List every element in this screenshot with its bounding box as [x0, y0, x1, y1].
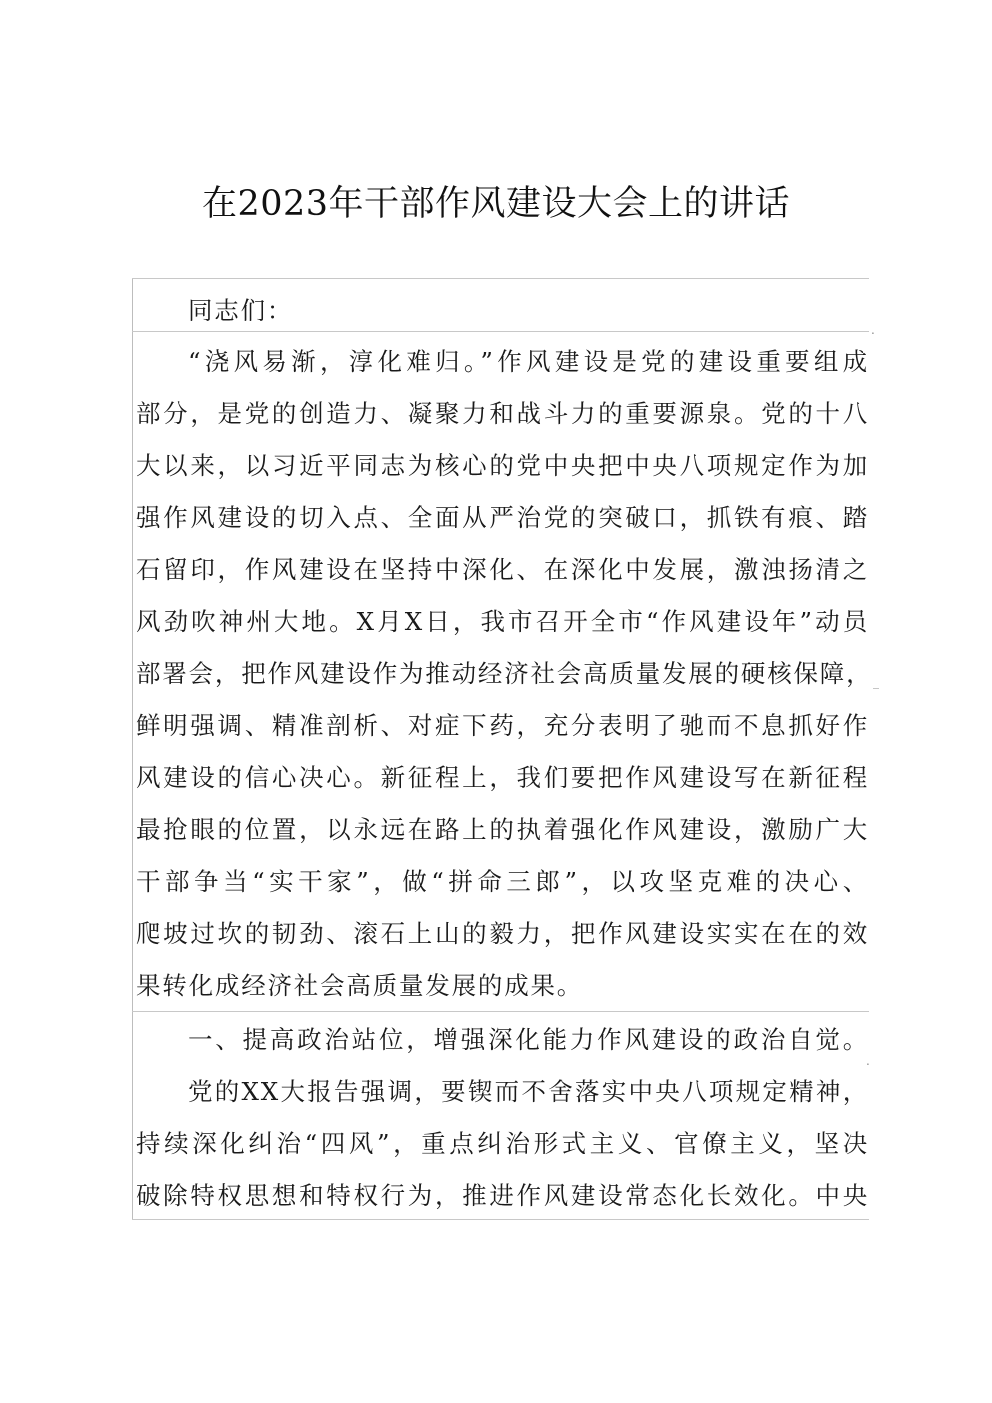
paragraph-1-line: 石留印，作风建设在坚持中深化、在深化中发展，激浊扬清之 — [136, 555, 869, 584]
paragraph-2-line: 破除特权思想和特权行为，推进作风建设常态化长效化。中央 — [136, 1181, 869, 1210]
paragraph-1-line: 风劲吹神州大地。X月X日，我市召开全市“作风建设年”动员 — [136, 607, 869, 636]
frame-rule-after-paragraph1 — [132, 1011, 869, 1012]
document-title: 在2023年干部作风建设大会上的讲话 — [201, 184, 791, 224]
paragraph-mark: . — [871, 323, 875, 337]
section-heading-1: 一、提高政治站位，增强深化能力作风建设的政治自觉。 — [188, 1025, 869, 1054]
salutation: 同志们： — [188, 296, 294, 325]
paragraph-1-line: 鲜明强调、精准剖析、对症下药，充分表明了驰而不息抓好作 — [136, 711, 869, 740]
paragraph-2-line: 持续深化纠治“四风”，重点纠治形式主义、官僚主义，坚决 — [136, 1129, 869, 1158]
paragraph-1-line: 部分，是党的创造力、凝聚力和战斗力的重要源泉。党的十八 — [136, 399, 869, 428]
paragraph-1-line: 大以来，以习近平同志为核心的党中央把中央八项规定作为加 — [136, 451, 869, 480]
frame-bottom-rule — [132, 1219, 869, 1220]
paragraph-1-line: 部署会，把作风建设作为推动经济社会高质量发展的硬核保障， — [136, 659, 873, 688]
paragraph-1-line: 干部争当“实干家”，做“拼命三郎”，以攻坚克难的决心、 — [136, 867, 869, 896]
frame-top-rule — [132, 278, 869, 279]
line-end-mark: _ — [873, 675, 879, 689]
paragraph-1-line: 果转化成经济社会高质量发展的成果。 — [136, 971, 584, 1000]
paragraph-2-line: 党的XX大报告强调，要锲而不舍落实中央八项规定精神， — [188, 1077, 869, 1106]
paragraph-1-line: 最抢眼的位置，以永远在路上的执着强化作风建设，激励广大 — [136, 815, 869, 844]
paragraph-1-line: 爬坡过坎的韧劲、滚石上山的毅力，把作风建设实实在在的效 — [136, 919, 869, 948]
frame-rule-after-salutation — [132, 331, 869, 332]
paragraph-1-line: “浇风易渐，淳化难归。”作风建设是党的建设重要组成 — [188, 347, 869, 376]
paragraph-1-line: 风建设的信心决心。新征程上，我们要把作风建设写在新征程 — [136, 763, 869, 792]
paragraph-mark: . — [866, 1054, 870, 1068]
paragraph-1-line: 强作风建设的切入点、全面从严治党的突破口，抓铁有痕、踏 — [136, 503, 869, 532]
